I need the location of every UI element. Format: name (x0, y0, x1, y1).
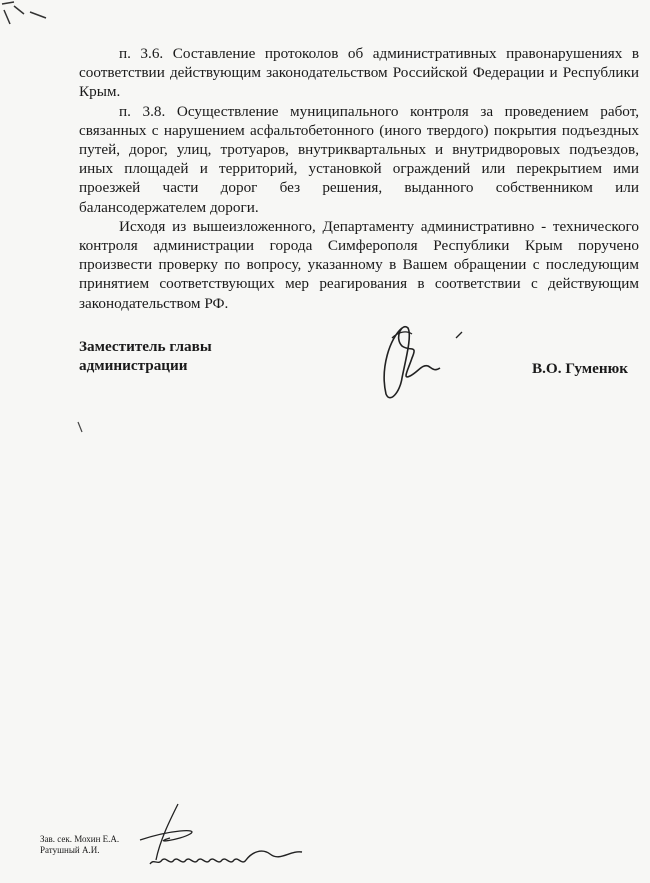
signatory-name: В.О. Гуменюк (532, 360, 629, 377)
footer-line2: Ратушный А.И. (40, 845, 100, 855)
scan-tick-mark (76, 420, 86, 434)
signatory-title-line2: администрации (79, 357, 188, 374)
footer-line1: Зав. сек. Мохин Е.А. (40, 834, 120, 844)
paragraph-3-6: п. 3.6. Составление протоколов об административных правонарушениях в соответствии действующим законодательством Российской Федерации и Республики Крым. (79, 45, 639, 101)
scan-corner-mark (0, 0, 60, 40)
paragraph-conclusion: Исходя из вышеизложенного, Департаменту административно - технического контроля администрации города Симферополя Республики Крым поручено произвести проверку по вопросу, указанному в Вашем обращении с последующим принятием соответствующих мер реагирования в соответствии с действующим законодательством РФ. (79, 217, 639, 312)
footer-signature (130, 800, 320, 883)
footer-executors (40, 834, 119, 856)
signatory-title (79, 337, 212, 375)
signatory-title-line1: Заместитель главы (79, 338, 212, 355)
paragraph-3-8: п. 3.8. Осуществление муниципального контроля за проведением работ, связанных с нарушением асфальтобетонного (иного твердого) покрытия подъездных путей, дорог, улиц, тротуаров, внутриквартальных и внутридворовых подъездов, иных площадей и территорий, установкой ограждений или перекрытием ими проезжей части дорог без решения, выданного собственником или балансодержателем дороги. (79, 102, 639, 216)
handwritten-signature (372, 318, 472, 408)
letter-body (79, 44, 639, 313)
